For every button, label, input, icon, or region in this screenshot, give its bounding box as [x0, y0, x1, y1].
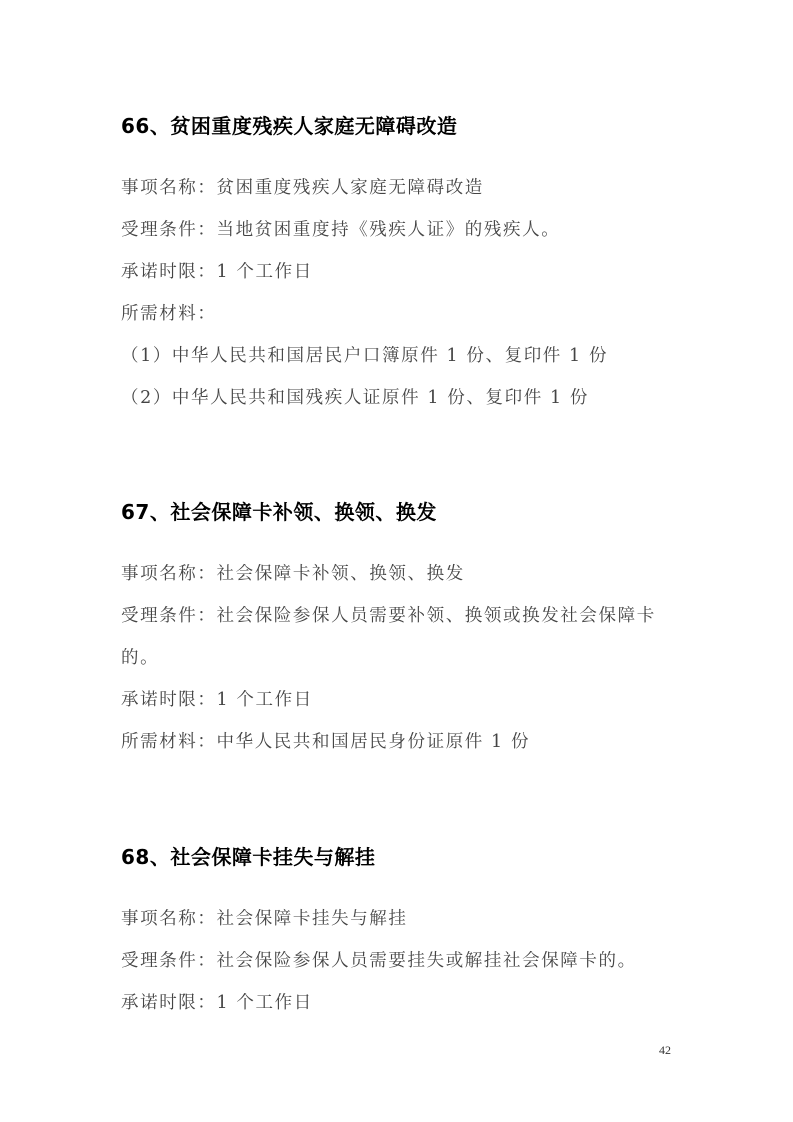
- section-67-time-line: 承诺时限：1 个工作日: [121, 690, 313, 710]
- section-68-body: [121, 907, 681, 1015]
- section-66-material-item-2: （2）中华人民共和国残疾人证原件 1 份、复印件 1 份: [121, 388, 589, 408]
- section-68-title: 68、社会保障卡挂失与解挂: [121, 845, 376, 869]
- section-68-condition-line: 受理条件：社会保险参保人员需要挂失或解挂社会保障卡的。: [121, 951, 637, 971]
- section-67-title: 67、社会保障卡补领、换领、换发: [121, 500, 437, 524]
- section-66-material-item-1: （1）中华人民共和国居民户口簿原件 1 份、复印件 1 份: [121, 346, 609, 366]
- section-66-materials-label: 所需材料：: [121, 304, 217, 324]
- page-number: 42: [659, 1043, 671, 1057]
- section-68-name-line: 事项名称：社会保障卡挂失与解挂: [121, 909, 408, 929]
- section-67-materials-line: 所需材料：中华人民共和国居民身份证原件 1 份: [121, 732, 531, 752]
- section-66-name-line: 事项名称：贫困重度残疾人家庭无障碍改造: [121, 178, 484, 198]
- section-66-time-line: 承诺时限：1 个工作日: [121, 262, 313, 282]
- section-66: [121, 110, 681, 139]
- section-66-title: 66、贫困重度残疾人家庭无障碍改造: [121, 114, 458, 138]
- section-67-body: [121, 562, 681, 754]
- section-67-condition-continuation: 的。: [121, 648, 160, 668]
- section-67-condition-line: 受理条件：社会保险参保人员需要补领、换领或换发社会保障卡: [121, 606, 656, 626]
- section-68: [121, 841, 681, 870]
- section-67: [121, 496, 681, 525]
- section-66-body: [121, 176, 681, 410]
- section-68-time-line: 承诺时限：1 个工作日: [121, 993, 313, 1013]
- section-66-condition-line: 受理条件：当地贫困重度持《残疾人证》的残疾人。: [121, 220, 561, 240]
- section-67-name-line: 事项名称：社会保障卡补领、换领、换发: [121, 564, 465, 584]
